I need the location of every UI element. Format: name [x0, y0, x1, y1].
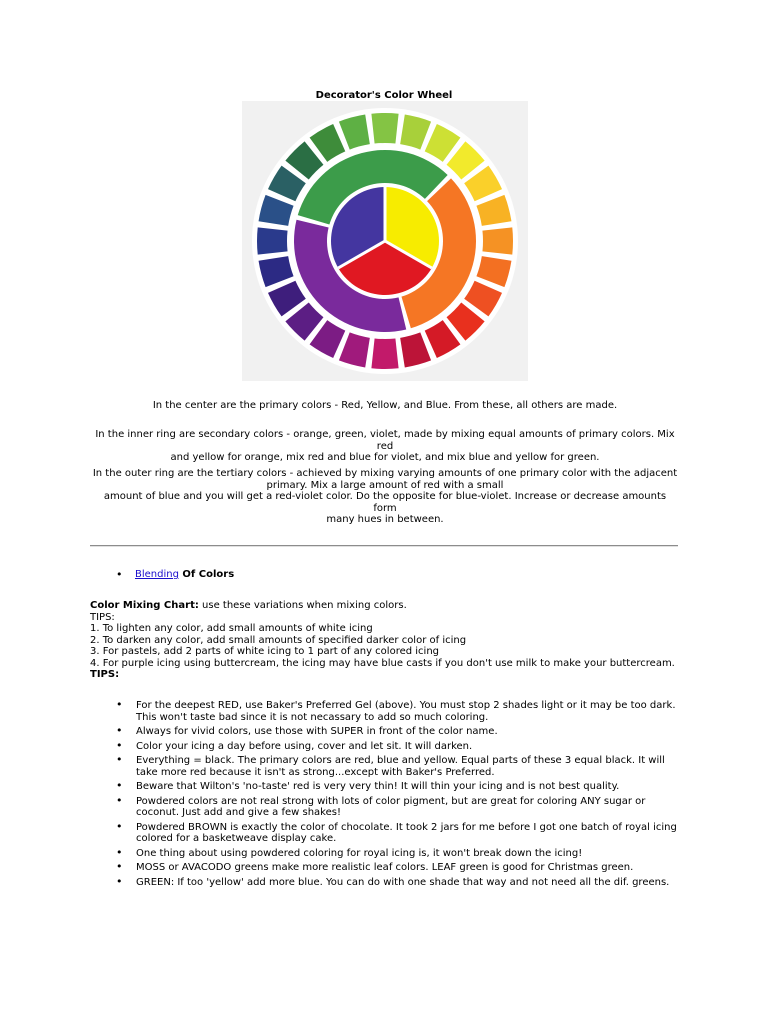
list-item-text: Beware that Wilton's 'no-taste' red is very very thin! It will thin your icing and is not best quality. [136, 781, 620, 792]
paragraph-line: many hues in between. [326, 514, 444, 525]
paragraph-line: In the outer ring are the tertiary colors - achieved by mixing varying amounts of one primary color with the adjacent [92, 468, 678, 479]
list-item-text: Powdered BROWN is exactly the color of chocolate. It took 2 jars for me before I got one batch of royal icing colored for a basketweave display cake. [136, 821, 677, 844]
mixing-intro-line [90, 600, 690, 612]
paragraph-secondary [92, 429, 678, 464]
tips-label-2: TIPS: [90, 669, 120, 680]
blending-link[interactable]: Blending [135, 569, 179, 580]
list-item [116, 793, 686, 819]
bullet-icon: • [116, 845, 123, 859]
bullet-icon: • [116, 819, 123, 833]
list-item-text: GREEN: If too 'yellow' add more blue. You can do with one shade that way and not need all the dif. greens. [136, 876, 670, 888]
list-item [116, 819, 686, 845]
list-item [116, 726, 686, 738]
blending-heading-rest: Of Colors [178, 569, 235, 580]
page-title: Decorator's Color Wheel [315, 90, 453, 101]
list-item [116, 755, 686, 778]
bullet-icon: • [116, 724, 123, 737]
bullet-icon: • [116, 698, 123, 711]
bullet-icon: • [116, 753, 123, 766]
list-item [116, 781, 686, 793]
list-item [116, 862, 686, 874]
divider [90, 545, 678, 547]
color-wheel [242, 101, 528, 381]
tertiary-segment [482, 227, 513, 254]
paragraph-primary: In the center are the primary colors - Red, Yellow, and Blue. From these, all others are made. [152, 400, 618, 411]
tips-list [116, 700, 686, 891]
paragraph-line: and yellow for orange, mix red and blue for violet, and mix blue and yellow for green. [170, 452, 600, 463]
tip-line: 2. To darken any color, add small amounts of specified darker color of icing [90, 634, 467, 646]
tips-label-bold [90, 669, 690, 681]
bullet-icon: • [116, 738, 123, 752]
blending-heading [135, 569, 234, 580]
paragraph-line: amount of blue and you will get a red-violet color. Do the opposite for blue-violet. Increase or decrease amounts form [103, 491, 667, 514]
tertiary-segment [371, 338, 398, 369]
list-item-text: MOSS or AVACODO greens make more realistic leaf colors. LEAF green is good for Christmas green. [136, 862, 634, 873]
list-item [116, 738, 686, 753]
list-item-text: Always for vivid colors, use those with SUPER in front of the color name. [136, 726, 498, 737]
color-wheel-image [242, 101, 528, 381]
list-item [116, 700, 686, 723]
tips-label: TIPS: [90, 611, 115, 623]
list-item-text: Color your icing a day before using, cover and let sit. It will darken. [136, 740, 473, 752]
list-item-text: For the deepest RED, use Baker's Preferred Gel (above). You must stop 2 shades light or it may be too dark. This won't taste bad since it is not necassary to add so much coloring. [136, 700, 676, 723]
list-item [116, 874, 686, 889]
tip-line: 3. For pastels, add 2 parts of white icing to 1 part of any colored icing [90, 646, 439, 657]
tip-line: 4. For purple icing using buttercream, the icing may have blue casts if you don't use milk to make your buttercream. [90, 657, 675, 669]
bullet-icon: • [116, 793, 123, 807]
color-mixing-chart [90, 600, 690, 681]
paragraph-tertiary [92, 468, 678, 526]
primary-center [331, 187, 439, 295]
paragraph-line: primary. Mix a large amount of red with a small [266, 479, 504, 491]
list-item-text: Powdered colors are not real strong with lots of color pigment, but are great for coloring ANY sugar or coconut. Just add and give a few shakes! [136, 795, 646, 818]
list-item-text: Everything = black. The primary colors are red, blue and yellow. Equal parts of these 3 equal black. It will take more red because it isn't as strong...except with Baker's Preferred. [136, 755, 665, 778]
mixing-label: Color Mixing Chart: [90, 600, 199, 611]
tip-line: 1. To lighten any color, add small amounts of white icing [90, 623, 373, 634]
bullet-icon: • [116, 568, 123, 581]
tertiary-segment [257, 227, 288, 254]
tertiary-segment [371, 113, 398, 144]
bullet-icon: • [116, 874, 123, 888]
bullet-icon: • [116, 779, 123, 792]
mixing-intro: use these variations when mixing colors. [198, 600, 407, 611]
list-item-text: One thing about using powdered coloring for royal icing is, it won't break down the icing! [136, 847, 583, 859]
paragraph-line: In the inner ring are secondary colors - orange, green, violet, made by mixing equal amounts of primary colors. Mix red [95, 429, 675, 452]
bullet-icon: • [116, 860, 123, 873]
list-item [116, 845, 686, 860]
